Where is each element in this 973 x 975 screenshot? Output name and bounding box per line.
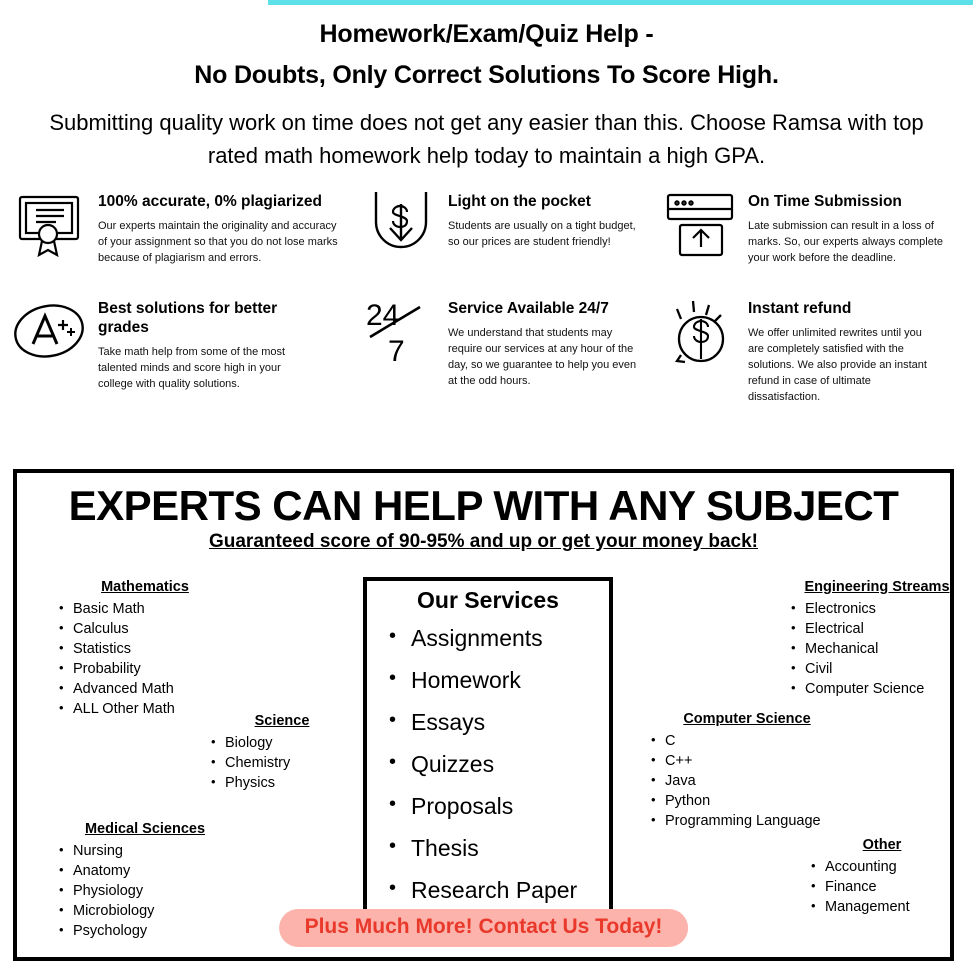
- headline-line-1: Homework/Exam/Quiz Help -: [319, 20, 654, 48]
- feature-body: We offer unlimited rewrites until you are completely satisfied with the solutions. We also provide an instant refund in case of ultimate dissatisfaction.: [748, 326, 927, 404]
- list-item: • Essays: [385, 701, 609, 743]
- list-item: • Microbiology: [55, 901, 235, 921]
- feature-body: We understand that students may require our services at any hour of the day, so we guarantee to help you even at the odd hours.: [448, 326, 637, 388]
- column-title: Mathematics: [101, 579, 189, 595]
- services-title: Our Services: [417, 587, 559, 613]
- subject-column-other: [807, 837, 957, 917]
- svg-text:24: 24: [366, 298, 400, 332]
- list-item: • C++: [647, 751, 847, 771]
- feature-grid: [0, 186, 973, 405]
- upload-window-icon: [660, 186, 742, 262]
- score-guarantee: Guaranteed score of 90-95% and up or get your money back!: [208, 531, 759, 552]
- list-item: • Electrical: [787, 619, 967, 639]
- column-list: [55, 841, 235, 941]
- feature-body: Our experts maintain the originality and accuracy of your assignment so that you do not lose marks because of plagiarism and errors.: [98, 220, 338, 265]
- page-title: [0, 0, 973, 92]
- column-list: [207, 733, 357, 793]
- subjects-panel: [13, 469, 954, 961]
- feature-row-2: [10, 293, 963, 406]
- column-title: Science: [254, 713, 310, 729]
- list-item: • Calculus: [55, 619, 235, 639]
- feature-title: Instant refund: [748, 299, 852, 317]
- contact-us-cta[interactable]: Plus Much More! Contact Us Today!: [279, 909, 689, 947]
- list-item: • Psychology: [55, 921, 235, 941]
- feature-refund-text: [742, 293, 938, 406]
- subject-columns: [17, 553, 950, 943]
- list-item: • Finance: [807, 877, 957, 897]
- feature-on-time: [660, 186, 960, 267]
- list-item: • Physiology: [55, 881, 235, 901]
- feature-row-1: [10, 186, 963, 267]
- feature-availability-text: [442, 293, 648, 390]
- list-item: • Java: [647, 771, 847, 791]
- subject-column-computer-science: [647, 711, 847, 831]
- subject-column-engineering-streams: [787, 579, 967, 699]
- column-list: [787, 599, 967, 699]
- list-item: • Mechanical: [787, 639, 967, 659]
- feature-grades: [10, 293, 360, 393]
- money-down-arrow-icon: [360, 186, 442, 262]
- column-list: [807, 857, 957, 917]
- feature-pricing-text: [442, 186, 643, 250]
- list-item: • Quizzes: [385, 743, 609, 785]
- list-item: • Electronics: [787, 599, 967, 619]
- list-item: • Research Paper: [385, 869, 609, 911]
- column-title: Medical Sciences: [84, 821, 206, 837]
- list-item: • Python: [647, 791, 847, 811]
- accent-bar-gap: [0, 0, 268, 5]
- column-title: Other: [862, 837, 902, 853]
- feature-accuracy: [10, 186, 360, 267]
- feature-refund: [660, 293, 960, 406]
- subject-column-mathematics: [55, 579, 235, 719]
- list-item: • Management: [807, 897, 957, 917]
- headline-line-2: No Doubts, Only Correct Solutions To Score High.: [194, 61, 779, 89]
- feature-body: Take math help from some of the most talented minds and score high in your college with quality solutions.: [98, 346, 286, 391]
- list-item: • Civil: [787, 659, 967, 679]
- column-title: Engineering Streams: [804, 579, 950, 595]
- feature-title: Service Available 24/7: [448, 299, 609, 317]
- column-list: [647, 731, 847, 831]
- list-item: • C: [647, 731, 847, 751]
- our-services-panel: [363, 577, 613, 926]
- list-item: • Probability: [55, 659, 235, 679]
- column-list: [55, 599, 235, 719]
- list-item: • Nursing: [55, 841, 235, 861]
- services-list: [367, 617, 609, 911]
- list-item: • Homework: [385, 659, 609, 701]
- certificate-icon: [10, 186, 92, 262]
- refund-dollar-icon: [660, 293, 742, 369]
- twenty-four-seven-icon: [360, 293, 442, 369]
- list-item: • Accounting: [807, 857, 957, 877]
- list-item: • Assignments: [385, 617, 609, 659]
- list-item: • Anatomy: [55, 861, 235, 881]
- list-item: • Chemistry: [207, 753, 357, 773]
- feature-title: Best solutions for better grades: [98, 299, 278, 336]
- subject-column-science: [207, 713, 357, 793]
- list-item: • Computer Science: [787, 679, 967, 699]
- subject-column-medical-sciences: [55, 821, 235, 941]
- list-item: • Statistics: [55, 639, 235, 659]
- list-item: • Advanced Math: [55, 679, 235, 699]
- list-item: • Thesis: [385, 827, 609, 869]
- feature-availability: [360, 293, 660, 390]
- feature-body: Students are usually on a tight budget, so our prices are student friendly!: [448, 220, 636, 249]
- feature-body: Late submission can result in a loss of marks. So, our experts always complete your work before the deadline.: [748, 220, 944, 265]
- svg-text:7: 7: [388, 334, 405, 367]
- feature-title: Light on the pocket: [448, 193, 591, 210]
- feature-on-time-text: [742, 186, 948, 267]
- list-item: • Programming Language: [647, 811, 847, 831]
- feature-accuracy-text: [92, 186, 348, 267]
- feature-title: On Time Submission: [748, 193, 902, 210]
- list-item: • Proposals: [385, 785, 609, 827]
- feature-title: 100% accurate, 0% plagiarized: [98, 193, 323, 210]
- subheading: Submitting quality work on time does not get any easier than this. Choose Ramsa with top rated math homework help today to maintain a high GPA.: [49, 110, 924, 168]
- list-item: • ALL Other Math: [55, 699, 235, 719]
- a-plus-grade-icon: [10, 293, 92, 369]
- accent-top-bar: [0, 0, 973, 5]
- list-item: • Biology: [207, 733, 357, 753]
- list-item: • Basic Math: [55, 599, 235, 619]
- column-title: Computer Science: [683, 711, 811, 727]
- feature-pricing: [360, 186, 660, 262]
- list-item: • Physics: [207, 773, 357, 793]
- feature-grades-text: [92, 293, 303, 393]
- subjects-banner: EXPERTS CAN HELP WITH ANY SUBJECT: [68, 482, 899, 529]
